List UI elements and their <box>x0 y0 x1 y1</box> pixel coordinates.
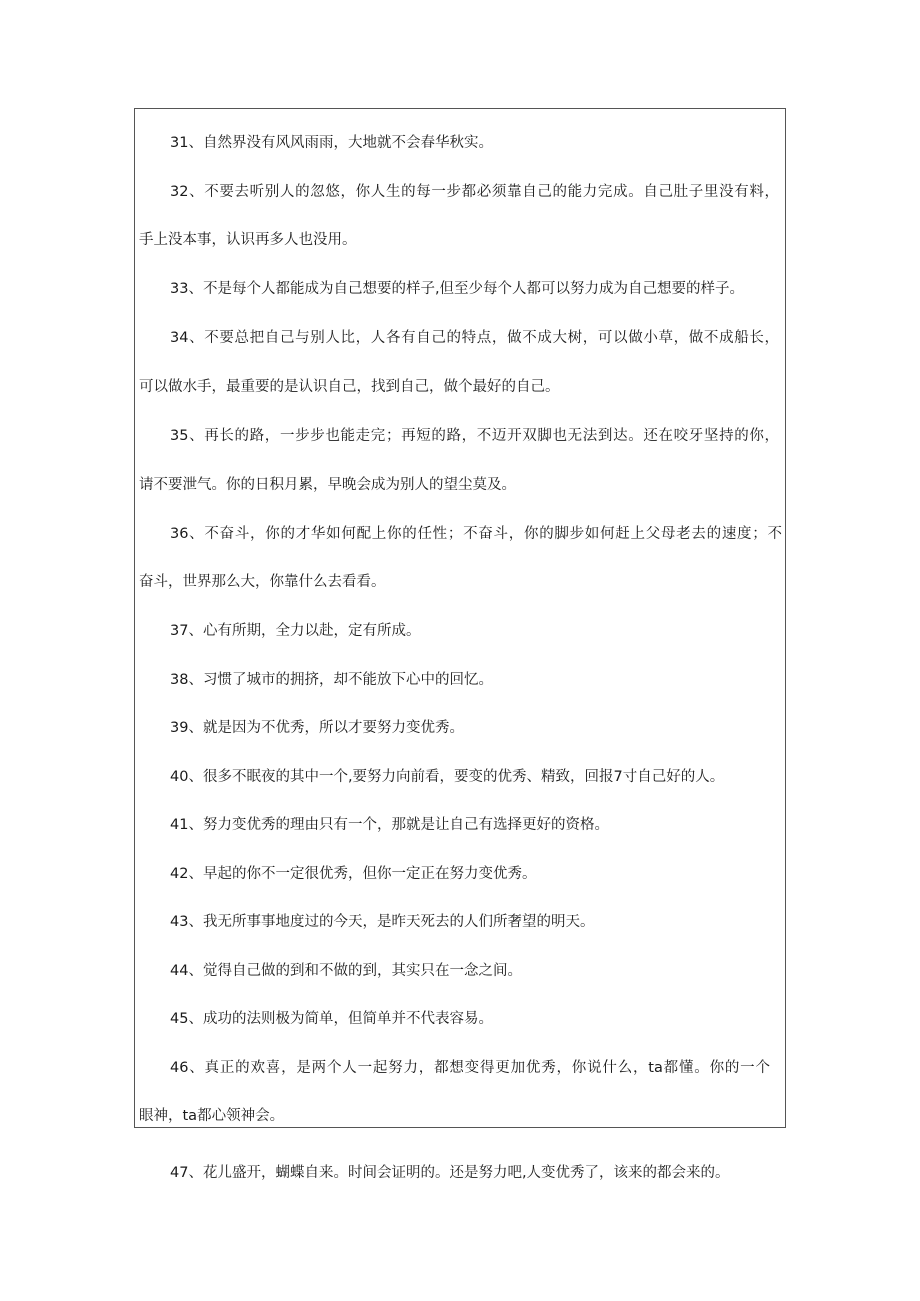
text-line-36: 36、不奋斗，你的才华如何配上你的任性；不奋斗，你的脚步如何赶上父母老去的速度；不 <box>170 526 782 542</box>
text-line-47: 47、花儿盛开，蝴蝶自来。时间会证明的。还是努力吧,人变优秀了，该来的都会来的。 <box>170 1165 730 1181</box>
text-line-37: 37、心有所期，全力以赴，定有所成。 <box>170 623 421 639</box>
text-line-31: 31、自然界没有风风雨雨，大地就不会春华秋实。 <box>170 135 493 151</box>
text-line-34-cont: 可以做水手，最重要的是认识自己，找到自己，做个最好的自己。 <box>139 379 560 395</box>
text-line-44: 44、觉得自己做的到和不做的到，其实只在一念之间。 <box>170 963 522 979</box>
text-line-46-cont: 眼神，ta都心领神会。 <box>139 1108 285 1124</box>
text-line-35: 35、再长的路，一步步也能走完；再短的路，不迈开双脚也无法到达。还在咬牙坚持的你， <box>170 428 779 444</box>
text-line-32: 32、不要去听别人的忽悠，你人生的每一步都必须靠自己的能力完成。自己肚子里没有料， <box>170 184 779 200</box>
text-line-32-cont: 手上没本事，认识再多人也没用。 <box>139 232 357 248</box>
text-line-43: 43、我无所事事地度过的今天，是昨天死去的人们所奢望的明天。 <box>170 914 595 930</box>
text-line-46: 46、真正的欢喜，是两个人一起努力，都想变得更加优秀，你说什么，ta都懂。你的一个 <box>170 1060 770 1076</box>
text-line-40: 40、很多不眠夜的其中一个,要努力向前看，要变的优秀、精致，回报7寸自己好的人。 <box>170 769 725 785</box>
text-line-45: 45、成功的法则极为简单，但简单并不代表容易。 <box>170 1011 493 1027</box>
text-line-38: 38、习惯了城市的拥挤，却不能放下心中的回忆。 <box>170 672 493 688</box>
text-line-41: 41、努力变优秀的理由只有一个，那就是让自己有选择更好的资格。 <box>170 817 609 833</box>
text-line-33: 33、不是每个人都能成为自己想要的样子,但至少每个人都可以努力成为自己想要的样子。 <box>170 281 745 297</box>
text-line-34: 34、不要总把自己与别人比，人各有自己的特点，做不成大树，可以做小草，做不成船长， <box>170 330 779 346</box>
text-line-35-cont: 请不要泄气。你的日积月累，早晚会成为别人的望尘莫及。 <box>139 477 516 493</box>
text-line-36-cont: 奋斗，世界那么大，你靠什么去看看。 <box>139 574 386 590</box>
text-line-39: 39、就是因为不优秀，所以才要努力变优秀。 <box>170 720 464 736</box>
text-line-42: 42、早起的你不一定很优秀，但你一定正在努力变优秀。 <box>170 866 537 882</box>
